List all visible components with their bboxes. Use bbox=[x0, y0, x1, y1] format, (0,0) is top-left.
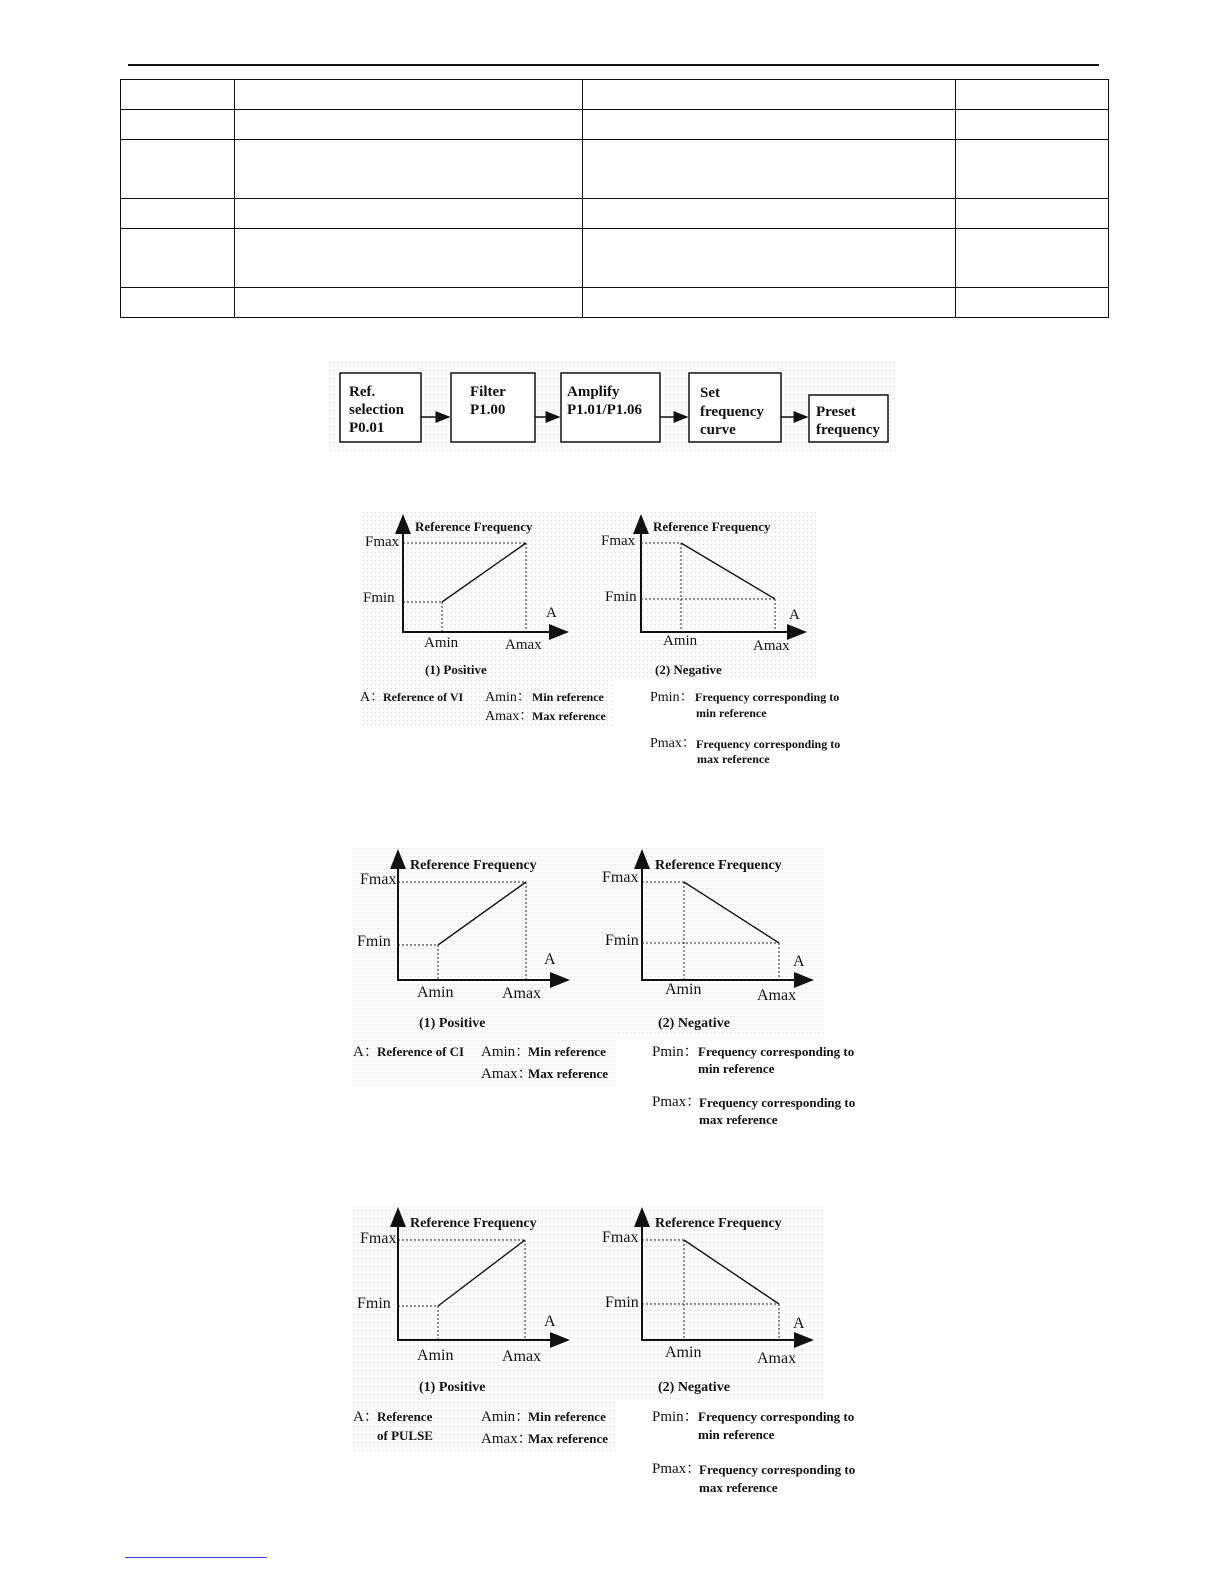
legend-desc: Max reference bbox=[528, 1066, 608, 1081]
fmin-label: Fmin bbox=[363, 590, 395, 606]
x-axis-label: A bbox=[793, 953, 805, 970]
table-row bbox=[121, 140, 1109, 199]
flow-diagram bbox=[330, 362, 895, 452]
legend-desc: Frequency corresponding to bbox=[695, 690, 840, 704]
table-row bbox=[121, 80, 1109, 110]
amax-label: Amax bbox=[757, 1350, 797, 1367]
legend-term: A： bbox=[353, 1044, 379, 1060]
fmax-label: Fmax bbox=[360, 871, 397, 888]
fmax-label: Fmax bbox=[360, 1230, 397, 1247]
legend-term: A： bbox=[360, 690, 385, 705]
table-cell bbox=[235, 229, 583, 288]
legend-desc: Min reference bbox=[532, 690, 604, 704]
flow-text: Set bbox=[700, 385, 720, 401]
fmin-label: Fmin bbox=[605, 932, 639, 949]
legend-desc: Frequency corresponding to bbox=[696, 737, 841, 751]
legend-desc: Frequency corresponding to bbox=[699, 1095, 856, 1110]
flow-text: Filter bbox=[470, 384, 506, 400]
table-cell bbox=[235, 288, 583, 318]
x-axis-label: A bbox=[793, 1315, 805, 1332]
legend-term: Amax： bbox=[481, 1431, 533, 1447]
flow-text: P1.00 bbox=[470, 402, 506, 418]
flow-box-set-frequency-curve bbox=[689, 373, 781, 442]
table-cell bbox=[121, 199, 235, 229]
legend-desc: Min reference bbox=[528, 1044, 606, 1059]
flow-text: Ref. bbox=[349, 384, 376, 400]
frequency-curve-figure-pulse bbox=[350, 1202, 865, 1500]
negative-caption: (2) Negative bbox=[655, 662, 722, 677]
legend-term: Pmin： bbox=[652, 1409, 699, 1425]
legend-term: Pmax： bbox=[652, 1461, 702, 1477]
footer-rule bbox=[125, 1557, 267, 1558]
flow-text: Amplify bbox=[567, 384, 620, 400]
legend-term: Amin： bbox=[481, 1409, 531, 1425]
legend-desc: Min reference bbox=[528, 1409, 606, 1424]
header-rule bbox=[128, 64, 1099, 66]
table-cell bbox=[121, 140, 235, 199]
table-cell bbox=[235, 140, 583, 199]
legend-desc: Frequency corresponding to bbox=[698, 1044, 855, 1059]
amin-label: Amin bbox=[417, 1347, 454, 1364]
amax-label: Amax bbox=[753, 638, 790, 654]
table-row bbox=[121, 110, 1109, 140]
legend-desc: max reference bbox=[697, 752, 770, 766]
negative-caption: (2) Negative bbox=[658, 1016, 730, 1031]
fmax-label: Fmax bbox=[601, 533, 636, 549]
table-cell bbox=[956, 110, 1109, 140]
table-cell bbox=[583, 229, 956, 288]
legend-desc: Reference bbox=[377, 1409, 433, 1424]
fmin-label: Fmin bbox=[605, 589, 637, 605]
amin-label: Amin bbox=[424, 635, 459, 651]
legend-desc: max reference bbox=[699, 1480, 778, 1495]
flow-text: P0.01 bbox=[349, 420, 385, 436]
amin-label: Amin bbox=[417, 984, 454, 1001]
frequency-curve-figure-ci bbox=[350, 844, 865, 1134]
amin-label: Amin bbox=[665, 1344, 702, 1361]
amax-label: Amax bbox=[502, 985, 542, 1002]
positive-caption: (1) Positive bbox=[419, 1016, 486, 1031]
table-cell bbox=[121, 110, 235, 140]
y-axis-label: Reference Frequency bbox=[410, 1216, 537, 1231]
flow-text: curve bbox=[700, 422, 736, 438]
x-axis-label: A bbox=[544, 951, 556, 968]
positive-caption: (1) Positive bbox=[425, 662, 487, 677]
legend-desc: Max reference bbox=[528, 1431, 608, 1446]
table-cell bbox=[583, 110, 956, 140]
fmax-label: Fmax bbox=[365, 534, 400, 550]
negative-caption: (2) Negative bbox=[658, 1380, 730, 1395]
frequency-curve-figure-vi bbox=[355, 508, 860, 773]
table-cell bbox=[235, 80, 583, 110]
table-cell bbox=[121, 229, 235, 288]
amax-label: Amax bbox=[505, 637, 542, 653]
legend-term: Pmin： bbox=[652, 1044, 699, 1060]
table-cell bbox=[956, 80, 1109, 110]
table-cell bbox=[956, 140, 1109, 199]
table-row bbox=[121, 288, 1109, 318]
fmax-label: Fmax bbox=[602, 869, 639, 886]
table-cell bbox=[583, 199, 956, 229]
fmax-label: Fmax bbox=[602, 1229, 639, 1246]
legend-term: Pmax： bbox=[650, 736, 696, 751]
flow-text: P1.01/P1.06 bbox=[567, 402, 642, 418]
legend-desc: min reference bbox=[698, 1061, 775, 1076]
y-axis-label: Reference Frequency bbox=[410, 858, 537, 873]
table-cell bbox=[956, 229, 1109, 288]
table-cell bbox=[235, 199, 583, 229]
legend-term: Amin： bbox=[481, 1044, 531, 1060]
table-cell bbox=[956, 288, 1109, 318]
table-cell bbox=[583, 80, 956, 110]
fmin-label: Fmin bbox=[357, 933, 391, 950]
x-axis-label: A bbox=[544, 1313, 556, 1330]
flow-box-ref-selection bbox=[340, 373, 421, 442]
table-cell bbox=[583, 140, 956, 199]
table-row bbox=[121, 229, 1109, 288]
legend-desc: min reference bbox=[696, 706, 767, 720]
legend-desc: min reference bbox=[698, 1427, 775, 1442]
legend-term: Amin： bbox=[485, 690, 531, 705]
legend-term: A： bbox=[353, 1409, 379, 1425]
table-cell bbox=[121, 80, 235, 110]
flow-text: Preset bbox=[816, 404, 856, 420]
flow-text: selection bbox=[349, 402, 404, 418]
amax-label: Amax bbox=[757, 987, 797, 1004]
legend-desc: Frequency corresponding to bbox=[698, 1409, 855, 1424]
amax-label: Amax bbox=[502, 1348, 542, 1365]
legend-desc: Reference of VI bbox=[383, 690, 464, 704]
flow-text: frequency bbox=[700, 404, 764, 420]
y-axis-label: Reference Frequency bbox=[415, 519, 533, 534]
legend-desc: Frequency corresponding to bbox=[699, 1462, 856, 1477]
legend-term: Pmin： bbox=[650, 690, 694, 705]
legend-term: Amax： bbox=[485, 709, 534, 724]
x-axis-label: A bbox=[789, 607, 800, 623]
table-row bbox=[121, 199, 1109, 229]
legend-term: Amax： bbox=[481, 1066, 533, 1082]
parameter-table bbox=[120, 79, 1109, 318]
table-cell bbox=[235, 110, 583, 140]
x-axis-label: A bbox=[546, 605, 557, 621]
amin-label: Amin bbox=[663, 633, 698, 649]
legend-desc: max reference bbox=[699, 1112, 778, 1127]
legend-desc: Reference of CI bbox=[377, 1044, 465, 1059]
flow-box-preset-frequency bbox=[809, 395, 888, 442]
y-axis-label: Reference Frequency bbox=[655, 1216, 782, 1231]
fmin-label: Fmin bbox=[605, 1294, 639, 1311]
y-axis-label: Reference Frequency bbox=[653, 519, 771, 534]
table-cell bbox=[121, 288, 235, 318]
flow-box-filter bbox=[451, 373, 535, 442]
flow-text: frequency bbox=[816, 422, 880, 438]
table-cell bbox=[583, 288, 956, 318]
legend-desc: of PULSE bbox=[377, 1428, 433, 1443]
fmin-label: Fmin bbox=[357, 1295, 391, 1312]
y-axis-label: Reference Frequency bbox=[655, 858, 782, 873]
flow-box-amplify bbox=[561, 373, 660, 442]
positive-caption: (1) Positive bbox=[419, 1380, 486, 1395]
legend-desc: Max reference bbox=[532, 709, 606, 723]
amin-label: Amin bbox=[665, 981, 702, 998]
legend-term: Pmax： bbox=[652, 1094, 702, 1110]
table-cell bbox=[956, 199, 1109, 229]
